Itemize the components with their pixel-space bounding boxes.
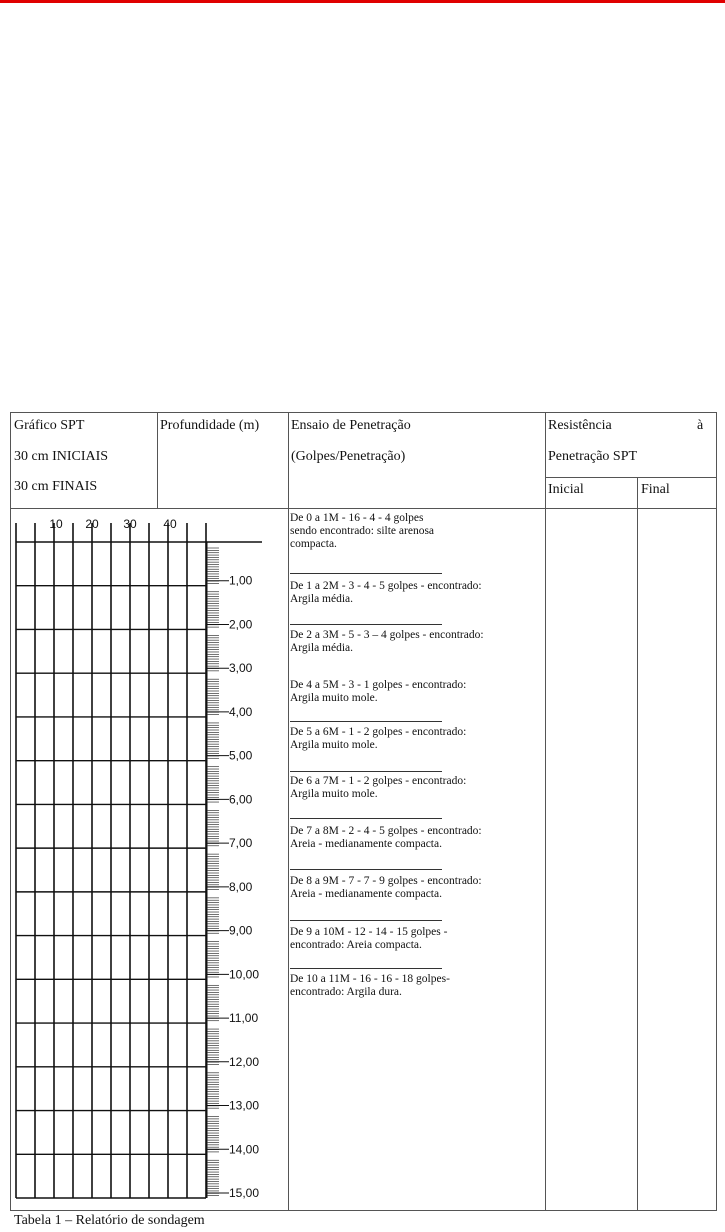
depth-label: 14,00 — [229, 1142, 260, 1157]
description-1 — [290, 580, 482, 606]
description-9 — [290, 973, 450, 999]
depth-label: 6,00 — [229, 792, 253, 807]
x-tick-label: 20 — [85, 517, 99, 531]
description-line: De 8 a 9M - 7 - 7 - 9 golpes - encontrado: — [290, 875, 482, 887]
description-separator — [290, 920, 442, 921]
description-line: Argila muito mole. — [290, 692, 378, 704]
description-line: Argila média. — [290, 593, 354, 605]
description-line: Areia - medianamente compacta. — [290, 838, 442, 850]
header-30cm-finais: 30 cm FINAIS — [14, 479, 98, 494]
depth-label: 13,00 — [229, 1098, 260, 1113]
description-separator — [290, 721, 442, 722]
description-6 — [290, 825, 482, 851]
description-line: De 9 a 10M - 12 - 14 - 15 golpes - — [290, 926, 448, 938]
description-line: compacta. — [290, 538, 337, 550]
depth-label: 3,00 — [229, 661, 253, 676]
description-0 — [290, 512, 434, 551]
x-tick-label: 40 — [163, 517, 177, 531]
depth-label: 2,00 — [229, 617, 253, 632]
table-caption: Tabela 1 – Relatório de sondagem — [14, 1213, 205, 1228]
description-line: De 2 a 3M - 5 - 3 – 4 golpes - encontrado: — [290, 629, 484, 641]
header-inicial: Inicial — [548, 482, 584, 497]
description-line: De 4 a 5M - 3 - 1 golpes - encontrado: — [290, 679, 467, 691]
header-30cm-iniciais: 30 cm INICIAIS — [14, 449, 109, 464]
description-line: De 7 a 8M - 2 - 4 - 5 golpes - encontrado: — [290, 825, 482, 837]
description-5 — [290, 775, 466, 801]
header-profundidade: Profundidade (m) — [160, 418, 260, 433]
depth-label: 12,00 — [229, 1054, 260, 1069]
description-7 — [290, 875, 482, 901]
depth-label: 10,00 — [229, 967, 260, 982]
description-line: De 10 a 11M - 16 - 16 - 18 golpes- — [290, 973, 450, 985]
header-final: Final — [641, 482, 670, 497]
depth-label: 15,00 — [229, 1186, 260, 1200]
description-line: Argila muito mole. — [290, 788, 378, 800]
description-line: Areia - medianamente compacta. — [290, 888, 442, 900]
description-separator — [290, 573, 442, 574]
description-line: De 1 a 2M - 3 - 4 - 5 golpes - encontrado: — [290, 580, 482, 592]
header-ensaio: Ensaio de Penetração — [291, 418, 411, 433]
description-separator — [290, 771, 442, 772]
description-separator — [290, 624, 442, 625]
header-grafico-spt: Gráfico SPT — [14, 418, 85, 433]
description-line: encontrado: Argila dura. — [290, 986, 402, 998]
description-line: De 5 a 6M - 1 - 2 golpes - encontrado: — [290, 726, 467, 738]
x-tick-label: 30 — [123, 517, 137, 531]
description-separator — [290, 869, 442, 870]
header-penetracao-spt: Penetração SPT — [548, 449, 638, 464]
description-4 — [290, 726, 466, 752]
depth-label: 11,00 — [229, 1011, 259, 1026]
header-resistencia: Resistência — [548, 418, 612, 433]
description-line: Argila média. — [290, 642, 354, 654]
description-3 — [290, 679, 466, 705]
description-line: sendo encontrado: silte arenosa — [290, 525, 435, 537]
depth-label: 7,00 — [229, 836, 253, 851]
description-separator — [290, 818, 442, 819]
description-2 — [290, 629, 484, 655]
x-tick-label: 10 — [49, 517, 63, 531]
depth-label: 1,00 — [229, 573, 253, 588]
description-line: De 0 a 1M - 16 - 4 - 4 golpes — [290, 512, 424, 524]
description-line: encontrado: Areia compacta. — [290, 939, 422, 951]
depth-label: 8,00 — [229, 879, 253, 894]
depth-label: 9,00 — [229, 923, 253, 938]
header-golpes-penetracao: (Golpes/Penetração) — [291, 449, 406, 464]
description-8 — [290, 926, 447, 952]
depth-label: 4,00 — [229, 704, 253, 719]
description-separator — [290, 968, 442, 969]
description-line: De 6 a 7M - 1 - 2 golpes - encontrado: — [290, 775, 467, 787]
depth-label: 5,00 — [229, 748, 253, 763]
description-line: Argila muito mole. — [290, 739, 378, 751]
header-resistencia-a: à — [697, 418, 704, 433]
